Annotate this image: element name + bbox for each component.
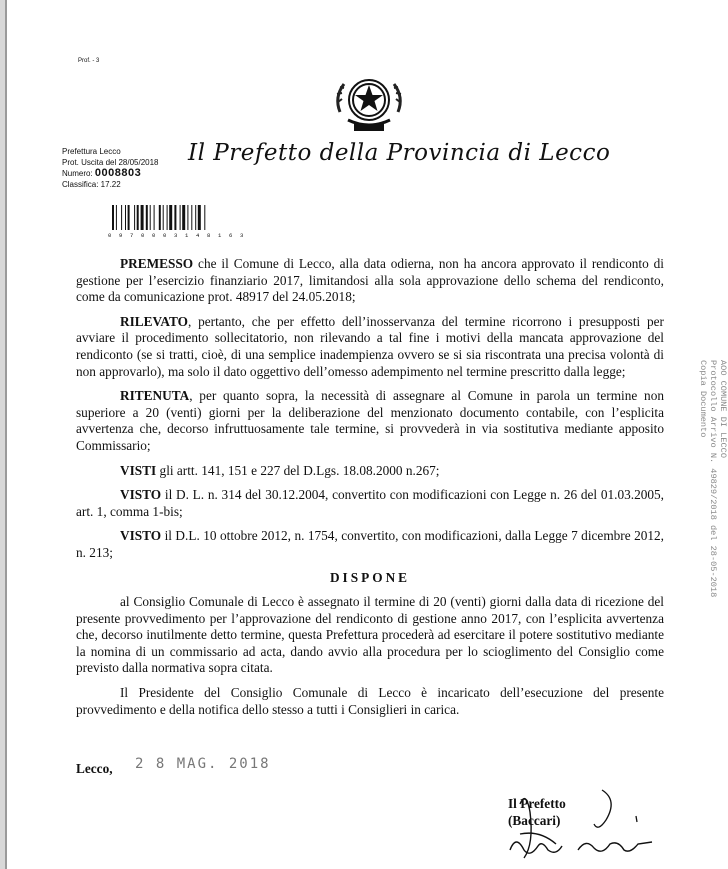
date-stamp: 2 8 MAG. 2018: [135, 756, 271, 772]
keyword: RITENUTA: [120, 388, 190, 404]
paragraph-text: il D.L. 10 ottobre 2012, n. 1754, convertito, con modificazioni, dalla Legge 7 dicembre 2012, n. 213;: [76, 528, 664, 560]
paragraph-text: , pertanto, che per effetto dell’inosservanza del termine ricorrono i presupposti per avviare il procedimento sollecitatorio, non rilevando a tal fine i motivi della mancata approvazione del rendiconto (se si tratti, cioè, di una semplice inadempienza ovvero se si sia riscontrata una precisa volontà di non approvarlo), ma solo il dato oggettivo dell’omesso adempimento nel termine prescritto dalla legge;: [76, 313, 664, 379]
stamp-numero-value: 0008803: [94, 167, 142, 179]
signer-name: (Baccari): [508, 813, 561, 828]
paragraph-visto-1: [76, 487, 664, 520]
place-label: Lecco,: [76, 761, 113, 776]
keyword: PREMESSO: [120, 256, 194, 271]
stamp-numero-label: Numero:: [62, 169, 93, 178]
keyword: VISTO: [120, 528, 162, 544]
paragraph-text: , per quanto sopra, la necessità di assegnare al Comune in parola un termine non superiore a 20 (venti) giorni per la deliberazione del menzionato documento contabile, con l’esplicita avvertenza che, decorso infruttuosamente tale termine, si provvederà in via sostitutiva mediante apposito Commissario;: [76, 388, 664, 453]
side-protocol-stamp: [698, 360, 728, 597]
paragraph-incarico: Il Presidente del Consiglio Comunale di Lecco è incaricato dell’esecuzione del presente provvedimento e della notifica dello stesso a tutti i Consiglieri in carica.: [76, 685, 664, 717]
paragraph-visto-2: [76, 528, 664, 561]
document-title: Il Prefetto della Provincia di Lecco: [188, 140, 611, 166]
stamp-classifica: Classifica: 17.22: [62, 180, 121, 189]
paragraph-text: il D. L. n. 314 del 30.12.2004, convertito con modificazioni con Legge n. 26 del 01.03.2005, art. 1, comma 1-bis;: [76, 487, 664, 519]
barcode-number: 0 9 7 0 0 0 3 1 4 8 1 6 3: [108, 232, 246, 239]
barcode: [112, 205, 232, 230]
keyword: VISTO: [120, 487, 162, 503]
side-stamp-line: Protocollo Arrivo N. 49829/2018 del 28-05-2018: [708, 360, 718, 598]
signature-block: [508, 795, 566, 829]
paragraph-ritenuta: [76, 388, 664, 454]
keyword: VISTI: [120, 462, 157, 478]
stamp-numero: [62, 168, 159, 179]
side-stamp-line: Copia Documento: [698, 360, 708, 438]
side-stamp-line: AOO COMUNE DI LECCO: [718, 360, 728, 458]
stamp-prot: Prot. Uscita del 28/05/2018: [62, 158, 159, 167]
keyword: RILEVATO: [120, 313, 188, 329]
dispone-heading: DISPONE: [329, 569, 411, 585]
document-reference: Prof. - 3: [78, 58, 100, 64]
italian-republic-emblem-icon: [330, 72, 408, 138]
paragraph-dispositive: al Consiglio Comunale di Lecco è assegnato il termine di 20 (venti) giorni dalla data di ricezione del presente provvedimento per l’approvazione del rendiconto di gestione anno 2017, con l’esplicita avvertenza che, decorso inutilmente detto termine, questa Prefettura procederà ad esercitare il potere sostitutivo mediante la nomina di un commissario ad acta, dando avvio alla procedura per lo scioglimento del Consiglio come previsto dalla normativa sopra citata.: [76, 594, 664, 676]
paragraph-text: gli artt. 141, 151 e 227 del D.Lgs. 18.08.2000 n.267;: [156, 462, 440, 478]
stamp-office: Prefettura Lecco: [62, 147, 121, 156]
signer-title: Il Prefetto: [508, 796, 566, 811]
paragraph-premesso: [76, 256, 664, 306]
document-body: [76, 256, 664, 726]
scan-edge-shadow: [5, 0, 7, 869]
paragraph-rilevato: [76, 314, 664, 380]
paragraph-visti: [76, 463, 664, 480]
protocol-stamp: [62, 146, 159, 190]
paragraph-text: che il Comune di Lecco, alla data odierna, non ha ancora approvato il rendiconto di gestione per l’esercizio finanziario 2017, limitandosi alla sola approvazione dello schema del rendiconto, come da comunicazione prot. 48917 del 24.05.2018;: [76, 256, 664, 305]
